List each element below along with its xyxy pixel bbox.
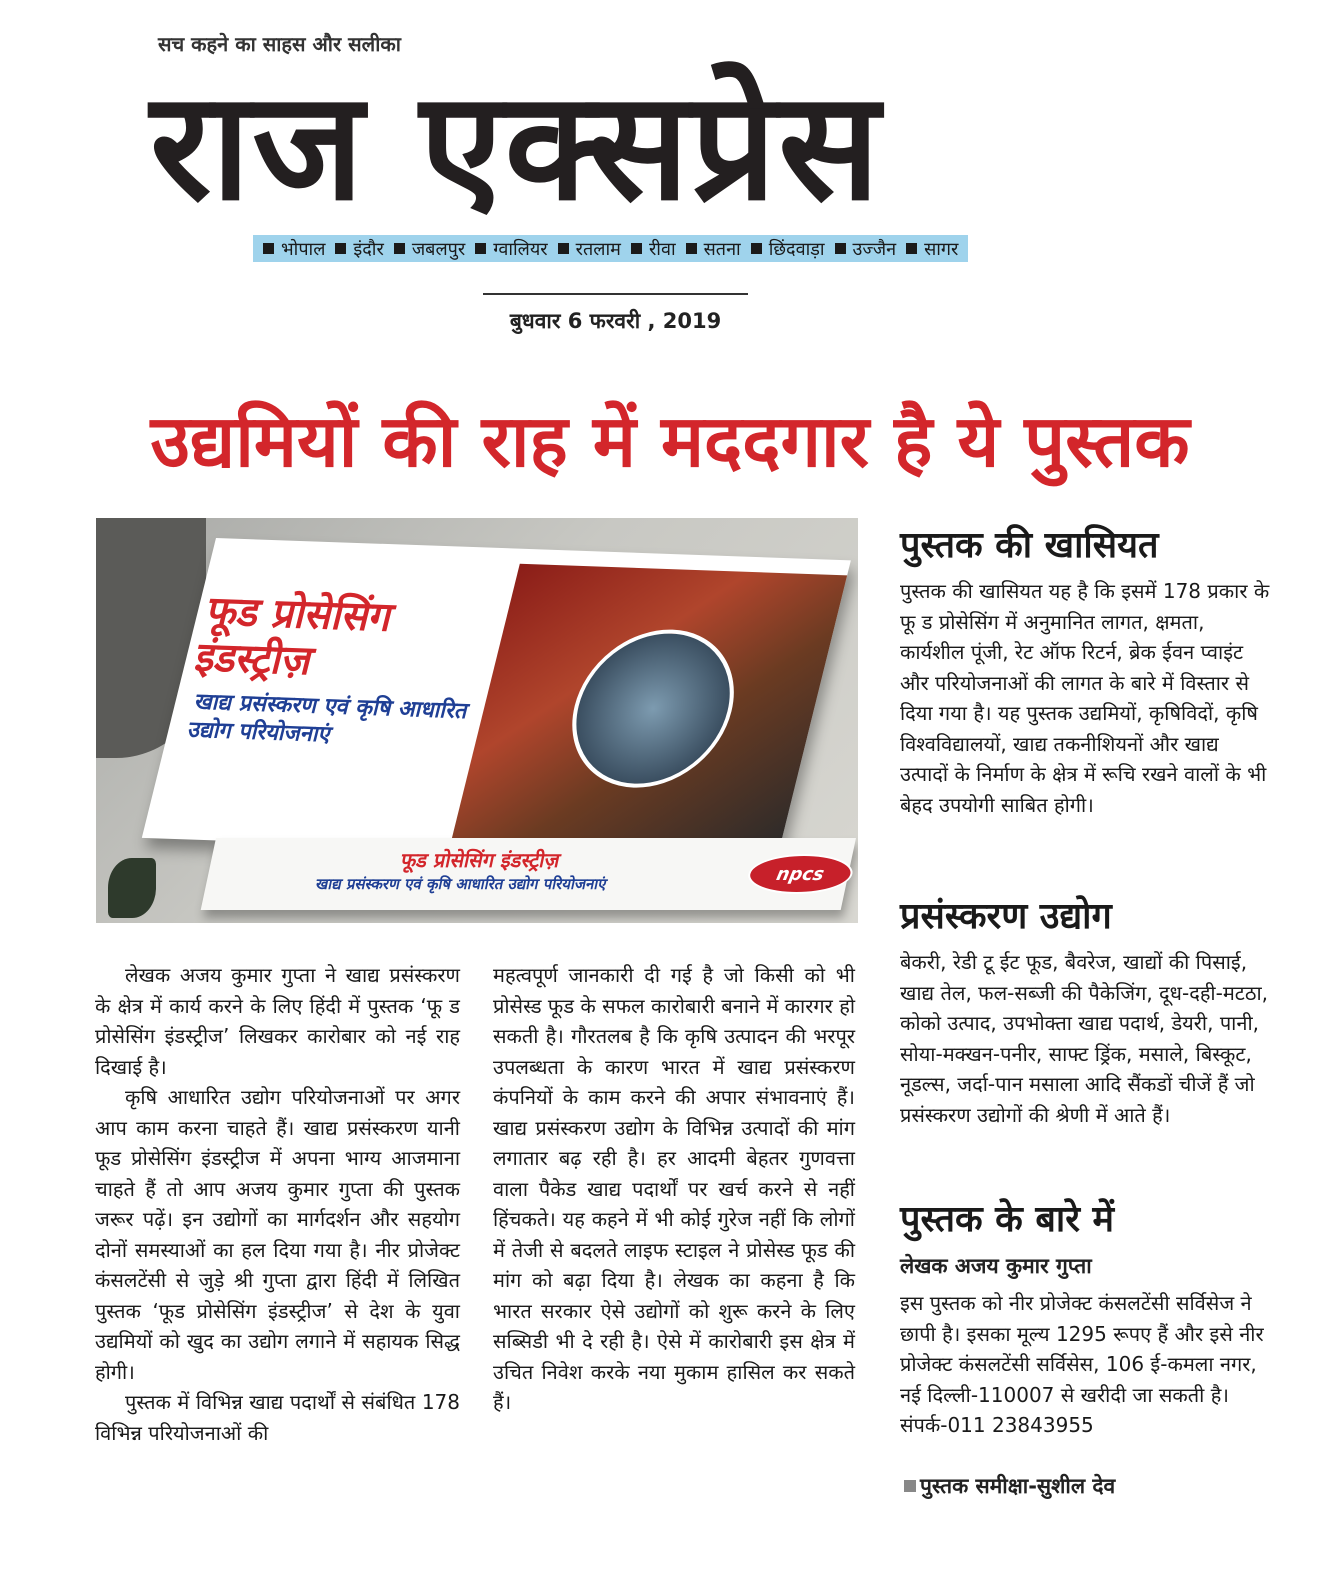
city-item bbox=[325, 237, 383, 261]
city-item bbox=[621, 237, 676, 261]
section-heading: पुस्तक के बारे में bbox=[900, 1199, 1114, 1240]
sidebar-section-features bbox=[900, 524, 1272, 820]
city-item bbox=[896, 237, 958, 261]
book-spine bbox=[201, 838, 856, 910]
newspaper-name: राज एक्सप्रेस bbox=[150, 60, 882, 234]
city-item bbox=[548, 237, 621, 261]
book-cover bbox=[142, 538, 851, 860]
section-text: बेकरी, रेडी टू ईट फूड, बैवरेज, खाद्यों की पिसाई, खाद्य तेल, फल-सब्जी की पैकेजिंग, दूध-दही-मटठा, कोको उत्पाद, उपभोक्ता खाद्य पदार्थ, डेयरी, पानी, सोया-मक्खन-पनीर, साफ्ट ड्रिंक, मसाले, बिस्कूट, नूडल्स, जर्दा-पान मसाला आदि सैंकडों चीजें हैं जो प्रसंस्करण उद्योगों की श्रेणी में आते हैं। bbox=[900, 950, 1269, 1127]
cover-artwork bbox=[451, 564, 848, 855]
article-paragraph: लेखक अजय कुमार गुप्ता ने खाद्य प्रसंस्करण के क्षेत्र में कार्य करने के लिए हिंदी में पुस्तक ‘फू ड प्रोसेसिंग इंडस्ट्रीज’ लिखकर कारोबार को नई राह दिखाई है। bbox=[95, 963, 460, 1079]
section-heading: पुस्तक की खासियत bbox=[900, 525, 1159, 566]
square-bullet-icon bbox=[751, 243, 762, 254]
square-bullet-icon bbox=[335, 243, 346, 254]
cover-subtitle: खाद्य प्रसंस्करण एवं कृषि आधारित उद्योग परियोजनाएं bbox=[185, 689, 471, 748]
city-item bbox=[263, 237, 325, 261]
publisher-logo: npcs bbox=[744, 854, 857, 894]
sidebar-section-industries bbox=[900, 895, 1272, 1130]
issue-date: बुधवार 6 फरवरी , 2019 bbox=[483, 293, 748, 335]
square-bullet-icon bbox=[558, 243, 569, 254]
author-line: लेखक अजय कुमार गुप्ता bbox=[900, 1254, 1092, 1278]
city-label: रीवा bbox=[648, 238, 676, 260]
sidebar-section-about-book bbox=[900, 1198, 1272, 1441]
square-bullet-icon bbox=[906, 243, 917, 254]
city-label: ग्वालियर bbox=[493, 238, 548, 260]
cover-circle-image bbox=[555, 627, 751, 790]
city-editions-bar bbox=[253, 235, 968, 262]
city-label: इंदौर bbox=[353, 238, 384, 260]
city-label: उज्जैन bbox=[852, 238, 897, 260]
section-text: इस पुस्तक को नीर प्रोजेक्ट कंसलटेंसी सर्विसेज ने छापी है। इसका मूल्य 1295 रूपए हैं और इसे नीर प्रोजेक्ट कंसलटेंसी सर्विसेस, 106 ई-कमला नगर, नई दिल्ली-110007 से खरीदी जा सकती है। संपर्क-011 23843955 bbox=[900, 1291, 1264, 1437]
city-item bbox=[825, 237, 897, 261]
spine-title: फूड प्रोसेसिंग इंडस्ट्रीज़ bbox=[398, 848, 563, 872]
review-byline bbox=[904, 1472, 1115, 1500]
city-label: भोपाल bbox=[281, 238, 326, 260]
square-bullet-icon bbox=[686, 243, 697, 254]
city-item bbox=[465, 237, 547, 261]
square-bullet-icon bbox=[475, 243, 486, 254]
article-column-1 bbox=[95, 960, 460, 1448]
square-bullet-icon bbox=[263, 243, 274, 254]
article-headline: उद्यमियों की राह में मददगार है ये पुस्तक bbox=[150, 399, 1190, 483]
byline-text: पुस्तक समीक्षा-सुशील देव bbox=[920, 1474, 1116, 1498]
city-label: सागर bbox=[924, 238, 959, 260]
cover-title: फूड प्रोसेसिंग इंडस्ट्रीज़ bbox=[190, 588, 399, 685]
section-text: पुस्तक की खासियत यह है कि इसमें 178 प्रकार के फू ड प्रोसेसिंग में अनुमानित लागत, क्षमता, कार्यशील पूंजी, रेट ऑफ रिटर्न, ब्रेक ईवन प्वाइंट और परियोजनाओं की लागत के बारे में विस्तार से दिया गया है। यह पुस्तक उद्यमियों, कृषिविदों, कृषि विश्वविद्यालयों, खाद्य तकनीशियनों और खाद्य उत्पादों के निर्माण के क्षेत्र में रूचि रखने वालों के भी बेहद उपयोगी साबित होगी। bbox=[900, 579, 1270, 817]
city-label: छिंदवाड़ा bbox=[768, 238, 825, 260]
leaf-decoration bbox=[108, 858, 156, 918]
city-item bbox=[676, 237, 741, 261]
book-photo bbox=[96, 518, 858, 923]
article-paragraph: कृषि आधारित उद्योग परियोजनाओं पर अगर आप काम करना चाहते हैं। खाद्य प्रसंस्करण यानी फूड प्रोसेसिंग इंडस्ट्रीज में अपना भाग्य आजमाना चाहते हैं तो आप अजय कुमार गुप्ता की पुस्तक जरूर पढ़ें। इन उद्योगों का मार्गदर्शन और सहयोग दोनों समस्याओं का हल दिया गया है। नीर प्रोजेक्ट कंसलटेंसी से जुड़े श्री गुप्ता द्वारा हिंदी में लिखित पुस्तक ‘फूड प्रोसेसिंग इंडस्ट्रीज’ से देश के युवा उद्यमियों को खुद का उद्योग लगाने में सहायक सिद्ध होगी। bbox=[95, 1085, 460, 1384]
city-label: रतलाम bbox=[575, 238, 621, 260]
square-bullet-icon bbox=[835, 243, 846, 254]
article-column-2 bbox=[493, 960, 855, 1418]
article-paragraph: महत्वपूर्ण जानकारी दी गई है जो किसी को भी प्रोसेस्ड फूड के सफल कारोबारी बनाने में कारगर हो सकती है। गौरतलब है कि कृषि उत्पादन की भरपूर उपलब्धता के कारण भारत में खाद्य प्रसंस्करण कंपनियों के काम करने की अपार संभावनाएं हैं। खाद्य प्रसंस्करण उद्योग के विभिन्न उत्पादों की मांग लगातार बढ़ रही है। हर आदमी बेहतर गुणवत्ता वाला पैकेड खाद्य पदार्थों पर खर्च करने से नहीं हिंचकते। यह कहने में भी कोई गुरेज नहीं कि लोगों में तेजी से बदलते लाइफ स्टाइल ने प्रोसेस्ड फूड की मांग को बढ़ा दिया है। लेखक का कहना है कि भारत सरकार ऐसे उद्योगों को शुरू करने के लिए सब्सिडी भी दे रही है। ऐसे में कारोबारी इस क्षेत्र में उचित निवेश करके नया मुकाम हासिल कर सकते हैं। bbox=[493, 963, 855, 1414]
masthead-tagline: सच कहने का साहस और सलीका bbox=[158, 32, 401, 56]
article-paragraph: पुस्तक में विभिन्न खाद्य पदार्थों से संबंधित 178 विभिन्न परियोजनाओं की bbox=[95, 1390, 460, 1445]
city-item bbox=[741, 237, 825, 261]
square-bullet-icon bbox=[394, 243, 405, 254]
square-bullet-icon bbox=[631, 243, 642, 254]
city-label: जबलपुर bbox=[411, 238, 466, 260]
square-bullet-icon bbox=[904, 1480, 916, 1492]
city-label: सतना bbox=[703, 238, 741, 260]
city-item bbox=[384, 237, 465, 261]
section-heading: प्रसंस्करण उद्योग bbox=[900, 896, 1112, 937]
spine-subtitle: खाद्य प्रसंस्करण एवं कृषि आधारित उद्योग परियोजनाएं bbox=[314, 875, 609, 893]
